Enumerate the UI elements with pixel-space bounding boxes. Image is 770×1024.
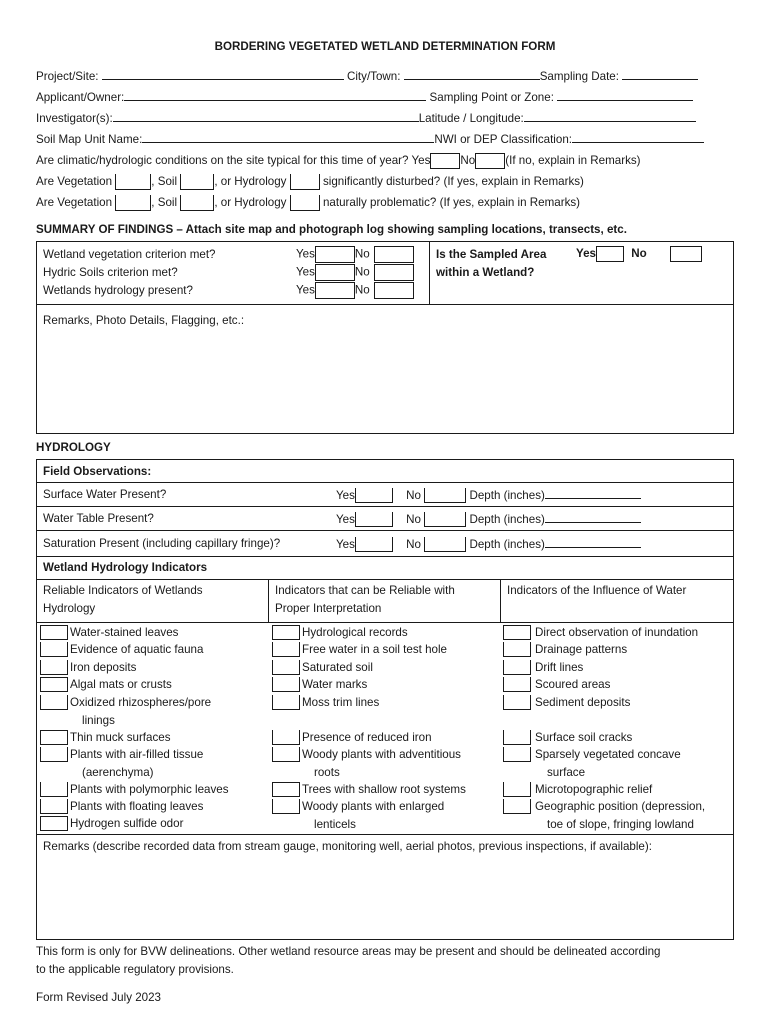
indicator-direct-inundation	[503, 624, 698, 642]
saturation-yes[interactable]	[355, 537, 393, 552]
climatic-no-label: No	[460, 154, 476, 168]
indicator-drainage-patterns	[503, 641, 627, 659]
indicator-checkbox[interactable]	[40, 695, 68, 710]
indicator-scoured-areas	[503, 676, 610, 694]
indicator-checkbox[interactable]	[503, 799, 531, 814]
surface-water-no[interactable]	[424, 488, 466, 503]
indicator-checkbox[interactable]	[272, 677, 300, 692]
soil-map-row	[36, 131, 704, 146]
sampled-area-line2: within a Wetland?	[436, 266, 535, 279]
divider	[36, 556, 734, 557]
indicator-enlarged-lenticels	[272, 798, 444, 833]
indicator-label-cont: linings	[82, 713, 115, 727]
indicator-concave-surface	[503, 746, 681, 781]
indicator-label: Hydrological records	[302, 626, 408, 639]
indicator-checkbox[interactable]	[272, 730, 300, 745]
investigators-label: Investigator(s):	[36, 112, 113, 125]
problematic-soil-field[interactable]	[180, 195, 214, 211]
indicator-oxidized-rhizospheres	[40, 694, 211, 729]
indicator-shallow-roots	[272, 781, 466, 799]
indicator-microtopographic	[503, 781, 652, 799]
q1-no-checkbox[interactable]	[374, 246, 414, 263]
disturbed-vegetation-field[interactable]	[115, 174, 151, 190]
indicator-checkbox[interactable]	[40, 730, 68, 745]
yes-label: Yes	[576, 247, 596, 261]
applicant-owner-label: Applicant/Owner:	[36, 91, 125, 104]
indicator-checkbox[interactable]	[272, 642, 300, 657]
footer-note-line2: to the applicable regulatory provisions.	[36, 963, 234, 976]
problematic-text: naturally problematic? (If yes, explain in Remarks)	[322, 196, 581, 210]
summary-divider	[36, 304, 734, 305]
sampled-area-answers	[576, 246, 702, 262]
divider	[36, 530, 734, 531]
indicator-algal-mats	[40, 676, 172, 694]
indicator-label: Water marks	[302, 678, 368, 691]
indicator-checkbox[interactable]	[272, 782, 300, 797]
indicator-label: Trees with shallow root systems	[302, 783, 466, 796]
indicator-checkbox[interactable]	[503, 747, 531, 762]
climatic-yes-label: Yes	[411, 154, 431, 168]
problematic-hydrology-field[interactable]	[290, 195, 320, 211]
indicator-polymorphic-leaves	[40, 781, 229, 799]
col2-header-1: Indicators that can be Reliable with	[275, 584, 455, 597]
sampled-area-line1: Is the Sampled Area	[436, 248, 547, 261]
indicator-label: Drainage patterns	[535, 643, 628, 656]
indicator-air-filled-tissue	[40, 746, 203, 781]
form-revised: Form Revised July 2023	[36, 991, 162, 1004]
col1-header-1: Reliable Indicators of Wetlands	[43, 584, 203, 597]
indicator-adventitious-roots	[272, 746, 461, 781]
indicator-label: Algal mats or crusts	[70, 678, 172, 691]
hydrology-remarks-label: Remarks (describe recorded data from stream gauge, monitoring well, aerial photos, previous inspections, if available):	[43, 840, 652, 853]
summary-heading: SUMMARY OF FINDINGS – Attach site map and photograph log showing sampling locations, transects, etc.	[36, 223, 627, 236]
indicator-drift-lines	[503, 659, 583, 677]
water-table-yes[interactable]	[355, 512, 393, 527]
or-hydrology-label: , or Hydrology	[214, 196, 287, 210]
no-label: No	[354, 265, 370, 279]
summary-q2: Hydric Soils criterion met?	[43, 266, 178, 279]
indicator-label: Microtopographic relief	[535, 783, 653, 796]
indicator-thin-muck	[40, 729, 171, 747]
indicator-water-stained	[40, 624, 178, 642]
indicator-checkbox[interactable]	[503, 730, 531, 745]
saturation-depth[interactable]	[545, 536, 641, 548]
investigators-row	[36, 110, 696, 125]
divider	[36, 579, 734, 580]
lat-long-field[interactable]	[524, 110, 696, 122]
indicator-floating-leaves	[40, 798, 203, 816]
climatic-no-checkbox[interactable]	[475, 153, 505, 169]
no-label: No	[354, 283, 370, 297]
indicator-label: Woody plants with adventitious	[302, 748, 461, 761]
indicator-label: Thin muck surfaces	[70, 731, 171, 744]
nwi-label: NWI or DEP Classification:	[434, 133, 572, 146]
indicator-label-cont: (aerenchyma)	[82, 765, 154, 779]
indicator-label: Surface soil cracks	[535, 731, 633, 744]
indicator-free-water	[272, 641, 447, 659]
indicator-saturated-soil	[272, 659, 373, 677]
indicator-label: Scoured areas	[535, 678, 611, 691]
summary-q3-answers	[296, 282, 414, 299]
indicator-checkbox[interactable]	[503, 625, 531, 640]
climatic-row	[36, 153, 641, 169]
indicator-label: Free water in a soil test hole	[302, 643, 447, 656]
applicant-owner-field[interactable]	[124, 89, 426, 101]
climatic-note: (If no, explain in Remarks)	[505, 154, 641, 168]
indicator-checkbox[interactable]	[503, 660, 531, 675]
soil-label: , Soil	[151, 196, 178, 210]
surface-water-answers	[336, 487, 641, 503]
water-table-answers	[336, 511, 641, 527]
indicator-checkbox[interactable]	[40, 660, 68, 675]
indicator-label: Hydrogen sulfide odor	[70, 817, 184, 830]
problematic-row	[36, 195, 580, 211]
no-label: No	[406, 538, 421, 551]
project-site-field[interactable]	[102, 68, 344, 80]
surface-water-depth[interactable]	[545, 487, 641, 499]
project-site-label: Project/Site:	[36, 70, 99, 83]
no-label: No	[631, 247, 647, 261]
sampled-area-yes-checkbox[interactable]	[596, 246, 624, 262]
indicator-label-cont: roots	[314, 765, 340, 779]
disturbed-soil-field[interactable]	[180, 174, 214, 190]
problematic-vegetation-field[interactable]	[115, 195, 151, 211]
sampling-point-field[interactable]	[557, 89, 693, 101]
project-site-row	[36, 68, 698, 83]
indicator-label: Drift lines	[535, 661, 584, 674]
summary-remarks-label: Remarks, Photo Details, Flagging, etc.:	[43, 314, 245, 327]
indicator-label-cont: lenticels	[314, 817, 356, 831]
soil-map-label: Soil Map Unit Name:	[36, 133, 143, 146]
applicant-row	[36, 89, 693, 104]
saturation-label: Saturation Present (including capillary fringe)?	[43, 537, 281, 550]
indicator-checkbox[interactable]	[40, 677, 68, 692]
indicator-hydrogen-sulfide	[40, 815, 183, 833]
indicator-water-marks	[272, 676, 367, 694]
indicator-label: Water-stained leaves	[70, 626, 179, 639]
depth-label: Depth (inches)	[469, 513, 545, 526]
indicator-checkbox[interactable]	[272, 747, 300, 762]
indicator-checkbox[interactable]	[272, 799, 300, 814]
q3-yes-checkbox[interactable]	[315, 282, 355, 299]
water-table-label: Water Table Present?	[43, 512, 154, 525]
indicator-label: Presence of reduced iron	[302, 731, 432, 744]
water-table-depth[interactable]	[545, 511, 641, 523]
sampled-area-no-checkbox[interactable]	[670, 246, 702, 262]
no-label: No	[406, 489, 421, 502]
col3-header: Indicators of the Influence of Water	[507, 584, 687, 597]
city-town-field[interactable]	[404, 68, 540, 80]
summary-remarks-area[interactable]	[40, 330, 730, 430]
divider	[36, 506, 734, 507]
q1-yes-checkbox[interactable]	[315, 246, 355, 263]
summary-q2-answers	[296, 264, 414, 281]
q2-yes-checkbox[interactable]	[315, 264, 355, 281]
disturbed-row	[36, 174, 584, 190]
sampling-point-label: Sampling Point or Zone:	[429, 91, 554, 104]
soil-map-field[interactable]	[142, 131, 434, 143]
summary-q3: Wetlands hydrology present?	[43, 284, 193, 297]
divider	[500, 579, 501, 623]
indicator-hydrological-records	[272, 624, 408, 642]
yes-label: Yes	[336, 538, 355, 551]
q2-no-checkbox[interactable]	[374, 264, 414, 281]
indicator-checkbox[interactable]	[503, 642, 531, 657]
saturation-answers	[336, 536, 641, 552]
divider	[268, 579, 269, 623]
indicator-checkbox[interactable]	[40, 625, 68, 640]
indicator-label: Direct observation of inundation	[535, 626, 699, 639]
water-table-no[interactable]	[424, 512, 466, 527]
indicator-label-cont: toe of slope, fringing lowland	[547, 817, 694, 831]
indicator-checkbox[interactable]	[503, 677, 531, 692]
divider	[36, 622, 734, 623]
are-vegetation-label: Are Vegetation	[36, 196, 113, 210]
indicator-checkbox[interactable]	[272, 625, 300, 640]
investigators-field[interactable]	[113, 110, 419, 122]
yes-label: Yes	[336, 489, 355, 502]
yes-label: Yes	[296, 265, 315, 279]
indicator-label: Moss trim lines	[302, 696, 380, 709]
hydrology-heading: HYDROLOGY	[36, 441, 111, 454]
soil-label: , Soil	[151, 175, 178, 189]
indicator-label: Oxidized rhizospheres/pore	[70, 696, 212, 709]
yes-label: Yes	[296, 283, 315, 297]
indicator-soil-cracks	[503, 729, 632, 747]
indicator-label: Plants with polymorphic leaves	[70, 783, 229, 796]
col1-header-2: Hydrology	[43, 602, 96, 615]
indicator-reduced-iron	[272, 729, 432, 747]
climatic-question: Are climatic/hydrologic conditions on the site typical for this time of year?	[36, 154, 409, 168]
saturation-no[interactable]	[424, 537, 466, 552]
depth-label: Depth (inches)	[469, 538, 545, 551]
yes-label: Yes	[296, 247, 315, 261]
surface-water-yes[interactable]	[355, 488, 393, 503]
indicator-label: Geographic position (depression,	[535, 800, 706, 813]
are-vegetation-label: Are Vegetation	[36, 175, 113, 189]
field-observations-label: Field Observations:	[43, 465, 152, 478]
indicator-label: Plants with floating leaves	[70, 800, 204, 813]
indicator-label-cont: surface	[547, 765, 586, 779]
form-title: BORDERING VEGETATED WETLAND DETERMINATION FORM	[214, 40, 556, 53]
indicators-heading: Wetland Hydrology Indicators	[43, 561, 208, 574]
indicator-label: Woody plants with enlarged	[302, 800, 445, 813]
summary-q1-answers	[296, 246, 414, 263]
depth-label: Depth (inches)	[469, 489, 545, 502]
hydrology-remarks-area[interactable]	[40, 858, 730, 936]
divider	[36, 482, 734, 483]
indicator-label: Sparsely vegetated concave	[535, 748, 681, 761]
indicator-label: Saturated soil	[302, 661, 373, 674]
climatic-yes-checkbox[interactable]	[430, 153, 460, 169]
col2-header-2: Proper Interpretation	[275, 602, 382, 615]
indicator-sediment-deposits	[503, 694, 630, 712]
disturbed-hydrology-field[interactable]	[290, 174, 320, 190]
indicator-checkbox[interactable]	[40, 816, 68, 831]
indicator-checkbox[interactable]	[272, 695, 300, 710]
q3-no-checkbox[interactable]	[374, 282, 414, 299]
yes-label: Yes	[336, 513, 355, 526]
indicator-label: Sediment deposits	[535, 696, 631, 709]
indicator-checkbox[interactable]	[503, 782, 531, 797]
footer-note-line1: This form is only for BVW delineations. Other wetland resource areas may be present and should be delineated according	[36, 945, 661, 958]
indicator-checkbox[interactable]	[40, 782, 68, 797]
disturbed-text: significantly disturbed? (If yes, explain in Remarks)	[322, 175, 584, 189]
indicator-checkbox[interactable]	[40, 799, 68, 814]
surface-water-label: Surface Water Present?	[43, 488, 167, 501]
indicator-checkbox[interactable]	[40, 747, 68, 762]
or-hydrology-label: , or Hydrology	[214, 175, 287, 189]
no-label: No	[354, 247, 370, 261]
summary-vertical-divider	[429, 241, 430, 304]
no-label: No	[406, 513, 421, 526]
indicator-checkbox[interactable]	[503, 695, 531, 710]
nwi-field[interactable]	[572, 131, 704, 143]
sampling-date-field[interactable]	[622, 68, 698, 80]
indicator-moss-trim	[272, 694, 379, 712]
indicator-checkbox[interactable]	[40, 642, 68, 657]
indicator-checkbox[interactable]	[272, 660, 300, 675]
city-town-label: City/Town:	[346, 70, 401, 83]
indicator-geographic-position	[503, 798, 705, 833]
indicator-label: Evidence of aquatic fauna	[70, 643, 204, 656]
divider	[36, 834, 734, 835]
indicator-label: Iron deposits	[70, 661, 137, 674]
lat-long-label: Latitude / Longitude:	[418, 112, 524, 125]
indicator-label: Plants with air-filled tissue	[70, 748, 204, 761]
indicator-aquatic-fauna	[40, 641, 203, 659]
summary-q1: Wetland vegetation criterion met?	[43, 248, 216, 261]
sampling-date-label: Sampling Date:	[539, 70, 619, 83]
indicator-iron-deposits	[40, 659, 136, 677]
